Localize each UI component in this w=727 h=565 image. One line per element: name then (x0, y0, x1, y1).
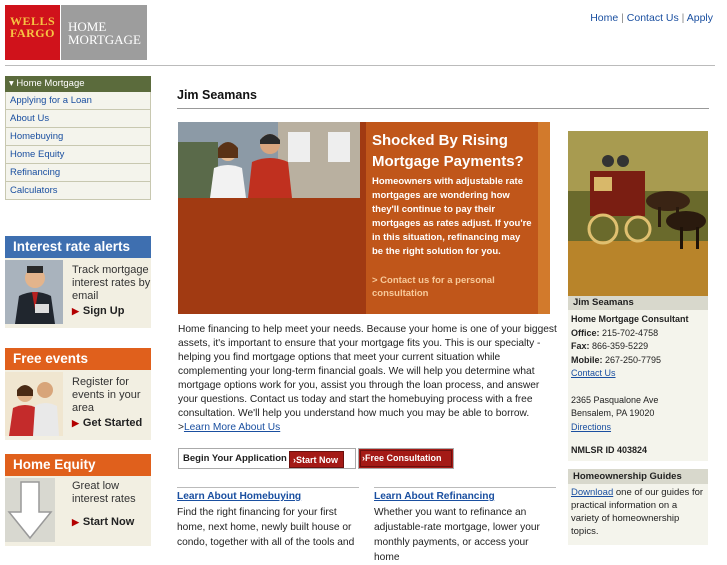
agent-fax (571, 340, 705, 354)
guides-description: one of our guides for practical information on a variety of homeownership topics. (571, 487, 704, 537)
wells-fargo-logo[interactable] (5, 5, 60, 60)
application-bar (178, 448, 454, 469)
sign-up-link[interactable]: ▶ Sign Up (72, 305, 152, 318)
hero-fill (178, 198, 360, 314)
promo-description: Great low interest rates (72, 480, 136, 505)
hero-body: Homeowners with adjustable rate mortgages are wondering how they'll continue to pay their mortgages as rates adjust. If you're in this situation, refinancing may be the right solution for you. (372, 176, 532, 257)
sidebar-head-label: Home Mortgage (16, 78, 85, 89)
intro-paragraph: Home financing to help meet your needs. Because your home is one of your biggest assets, it's important to ensure that your mortgage fits you. This is our specialty - helping you find mortgage options that meet your current situation while complementing your long-term financial goals. We will help you determine what mortgage options work for you, assist you through the loan process, and answer your questions. Contact us today and start the homebuying process with a free consultation. We'll help you understand how much you may be able to borrow. (178, 324, 557, 419)
couple-house-photo-icon (178, 122, 360, 198)
stagecoach-photo (568, 131, 708, 296)
sidebar (5, 76, 151, 546)
promo-banner: Free events (5, 348, 151, 370)
home-link[interactable]: Home (590, 12, 619, 24)
promo-description: Register for events in your area (72, 376, 141, 414)
homebuying-section (177, 487, 359, 550)
refinancing-link[interactable]: Learn About Refinancing (374, 491, 495, 502)
hero-photo (178, 122, 360, 198)
agent-card (568, 296, 708, 461)
separator: | (681, 12, 685, 24)
hero-panel (366, 122, 538, 314)
sidebar-item-about[interactable]: About Us (5, 110, 151, 128)
promo-banner: Home Equity (5, 454, 151, 476)
header-divider (5, 65, 715, 66)
start-now-link[interactable]: ▶ Start Now (72, 516, 152, 529)
get-started-link[interactable]: ▶ Get Started (72, 417, 152, 430)
promo-text (72, 376, 152, 430)
guides-heading: Homeownership Guides (568, 469, 708, 484)
logo-line-2: FARGO (10, 26, 55, 40)
office-number: 215-702-4758 (602, 327, 659, 338)
directions-link[interactable]: Directions (571, 421, 612, 432)
promo-text (72, 264, 152, 318)
title-divider (177, 108, 709, 109)
start-now-button[interactable] (289, 451, 344, 468)
promo-text (72, 480, 152, 529)
free-consultation-button[interactable] (358, 448, 454, 469)
address-line-1: 2365 Pasqualone Ave (571, 394, 659, 405)
intro-text (178, 323, 558, 435)
page-title: Jim Seamans (177, 88, 257, 102)
promo-home-equity[interactable] (5, 454, 151, 546)
sidebar-item-home-equity[interactable]: Home Equity (5, 146, 151, 164)
stagecoach-icon (568, 131, 708, 296)
couple-photo-icon (5, 372, 63, 436)
sidebar-item-homebuying[interactable]: Homebuying (5, 128, 151, 146)
promo-free-events[interactable] (5, 348, 151, 440)
promo-body (5, 476, 151, 546)
contact-us-link[interactable]: Contact Us (626, 12, 679, 24)
address-line-2: Bensalem, PA 19020 (571, 408, 655, 418)
logo-sub-1: HOME (68, 19, 107, 34)
refinancing-section (374, 487, 556, 565)
promo-body (5, 258, 151, 328)
hero-strip (538, 122, 550, 314)
agent-mobile (571, 354, 705, 368)
logo-line-1: WELLS (10, 14, 56, 28)
sidebar-item-calculators[interactable]: Calculators (5, 182, 151, 200)
guides-box (568, 469, 708, 545)
nmlsr-id: NMLSR ID 403824 (571, 445, 648, 455)
hero-banner[interactable] (178, 122, 550, 314)
agent-role: Home Mortgage Consultant (571, 314, 689, 324)
mobile-number: 267-250-7795 (605, 354, 662, 365)
fax-label: Fax: (571, 341, 590, 351)
arrow-right-icon: › (362, 453, 365, 463)
arrow-right-icon: › (293, 455, 296, 465)
homebuying-text: Find the right financing for your first home, next home, newly built house or condo, together with all of the tools and (177, 507, 355, 548)
learn-more-link[interactable]: Learn More About Us (183, 422, 281, 433)
free-consultation-label: Free Consultation (365, 453, 442, 463)
promo-banner: Interest rate alerts (5, 236, 151, 258)
agent-name: Jim Seamans (568, 296, 708, 310)
home-mortgage-logo (61, 5, 147, 60)
promo-body (5, 370, 151, 440)
separator: | (621, 12, 624, 24)
promo-description: Track mortgage interest rates by email (72, 264, 151, 302)
refinancing-text: Whether you want to refinance an adjustable-rate mortgage, lower your monthly payments, or access your home (374, 507, 540, 563)
mobile-label: Mobile: (571, 354, 603, 365)
chevron-down-icon: ▾ (9, 78, 14, 89)
apply-link[interactable]: Apply (686, 12, 713, 24)
businessman-photo-icon (5, 260, 63, 324)
start-now-label: Start Now (296, 455, 339, 465)
download-link[interactable]: Download (571, 487, 614, 498)
logo-sub-2: MORTGAGE (68, 32, 141, 47)
intro-link-prefix: > (178, 422, 184, 433)
begin-application-box (178, 448, 356, 469)
agent-contact-link[interactable]: Contact Us (571, 368, 616, 378)
promo-rate-alerts[interactable] (5, 236, 151, 328)
agent-details (568, 310, 708, 461)
sidebar-item-refinancing[interactable]: Refinancing (5, 164, 151, 182)
guides-text (568, 484, 708, 540)
agent-office (571, 327, 705, 341)
fax-number: 866-359-5229 (592, 341, 649, 351)
homebuying-link[interactable]: Learn About Homebuying (177, 491, 302, 502)
hero-contact-link[interactable]: > Contact us for a personal consultation (372, 275, 495, 299)
sidebar-item-applying[interactable]: Applying for a Loan (5, 92, 151, 110)
hero-heading: Shocked By Rising Mortgage Payments? (372, 132, 524, 170)
down-arrow-icon (5, 478, 63, 542)
begin-application-label: Begin Your Application (183, 453, 287, 464)
top-links (590, 12, 713, 24)
office-label: Office: (571, 327, 600, 338)
sidebar-head[interactable] (5, 76, 151, 92)
